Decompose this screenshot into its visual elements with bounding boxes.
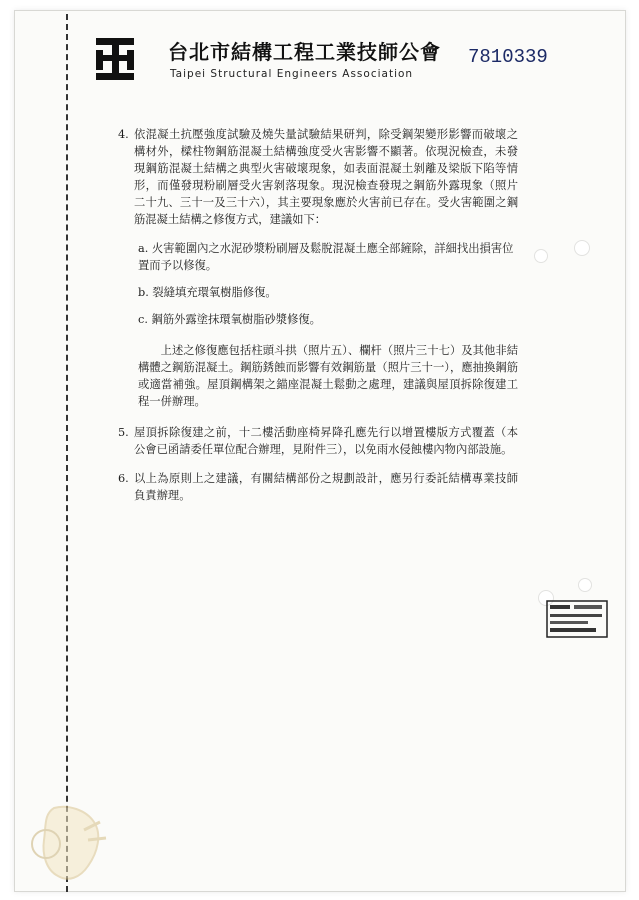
item-5 <box>118 424 518 458</box>
org-name-chinese: 台北市結構工程工業技師公會 <box>168 40 441 64</box>
taiwan-map-watermark-icon <box>24 800 120 886</box>
document-number: 7810339 <box>468 46 548 68</box>
item-4c <box>138 311 518 328</box>
item-text: 依混凝土抗壓強度試驗及燒失量試驗結果研判，除受鋼架變形影響而破壞之構材外，樑柱物鋼筋混凝土結構強度受火害影響不顯著。依現況檢查，未發現鋼筋混凝土結構之典型火害破壞現象，如表面混凝土剝離及梁版下陷等情形，而僅發現粉刷層受火害剝落現象。現況檢查發現之鋼筋外露現象（照片二十九、三十一及三十六），其主要現象應於火害前已存在。受火害範圍之鋼筋混凝土結構之修復方式，建議如下： <box>134 128 518 226</box>
sub-item-text: 裂縫填充環氧樹脂修復。 <box>152 286 277 299</box>
item-4 <box>118 126 518 228</box>
sub-item-label: b. <box>138 286 149 299</box>
sub-item-label: a. <box>138 242 149 255</box>
document-body <box>118 126 518 516</box>
sub-item-label: c. <box>138 313 148 326</box>
item-text: 以上為原則上之建議，有關結構部份之規劃設計，應另行委託結構專業技師負責辦理。 <box>134 472 518 502</box>
item-text: 屋頂拆除復建之前，十二樓活動座椅昇降孔應先行以增置樓版方式覆蓋（本公會已函請委任單位配合辦理，見附件三），以免雨水侵蝕樓內物內部設施。 <box>134 426 518 456</box>
item-number: 4. <box>118 128 129 141</box>
tsea-logo-icon <box>94 36 136 82</box>
sub-item-text: 火害範圍內之水泥砂漿粉刷層及鬆脫混凝土應全部鏟除，詳細找出損害位置而予以修復。 <box>138 242 514 272</box>
item-6 <box>118 470 518 504</box>
punch-hole <box>578 578 592 592</box>
binding-margin-line <box>66 14 68 892</box>
archive-stamp-icon <box>546 600 608 638</box>
punch-hole <box>574 240 590 256</box>
repair-note-paragraph: 上述之修復應包括柱頭斗拱（照片五）、欄杆（照片三十七）及其他非結構體之鋼筋混凝土。鋼筋銹蝕而影響有效鋼筋量（照片三十一），應抽換鋼筋或適當補強。屋頂鋼構架之錨座混凝土鬆動之處理，建議與屋頂拆除復建工程一併辦理。 <box>138 344 518 408</box>
item-4a <box>138 240 518 274</box>
punch-hole <box>534 249 548 263</box>
item-number: 5. <box>118 426 129 439</box>
org-name-english: Taipei Structural Engineers Association <box>170 68 414 80</box>
item-4b <box>138 284 518 301</box>
sub-item-text: 鋼筋外露塗抹環氧樹脂砂漿修復。 <box>151 313 321 326</box>
item-number: 6. <box>118 472 129 485</box>
